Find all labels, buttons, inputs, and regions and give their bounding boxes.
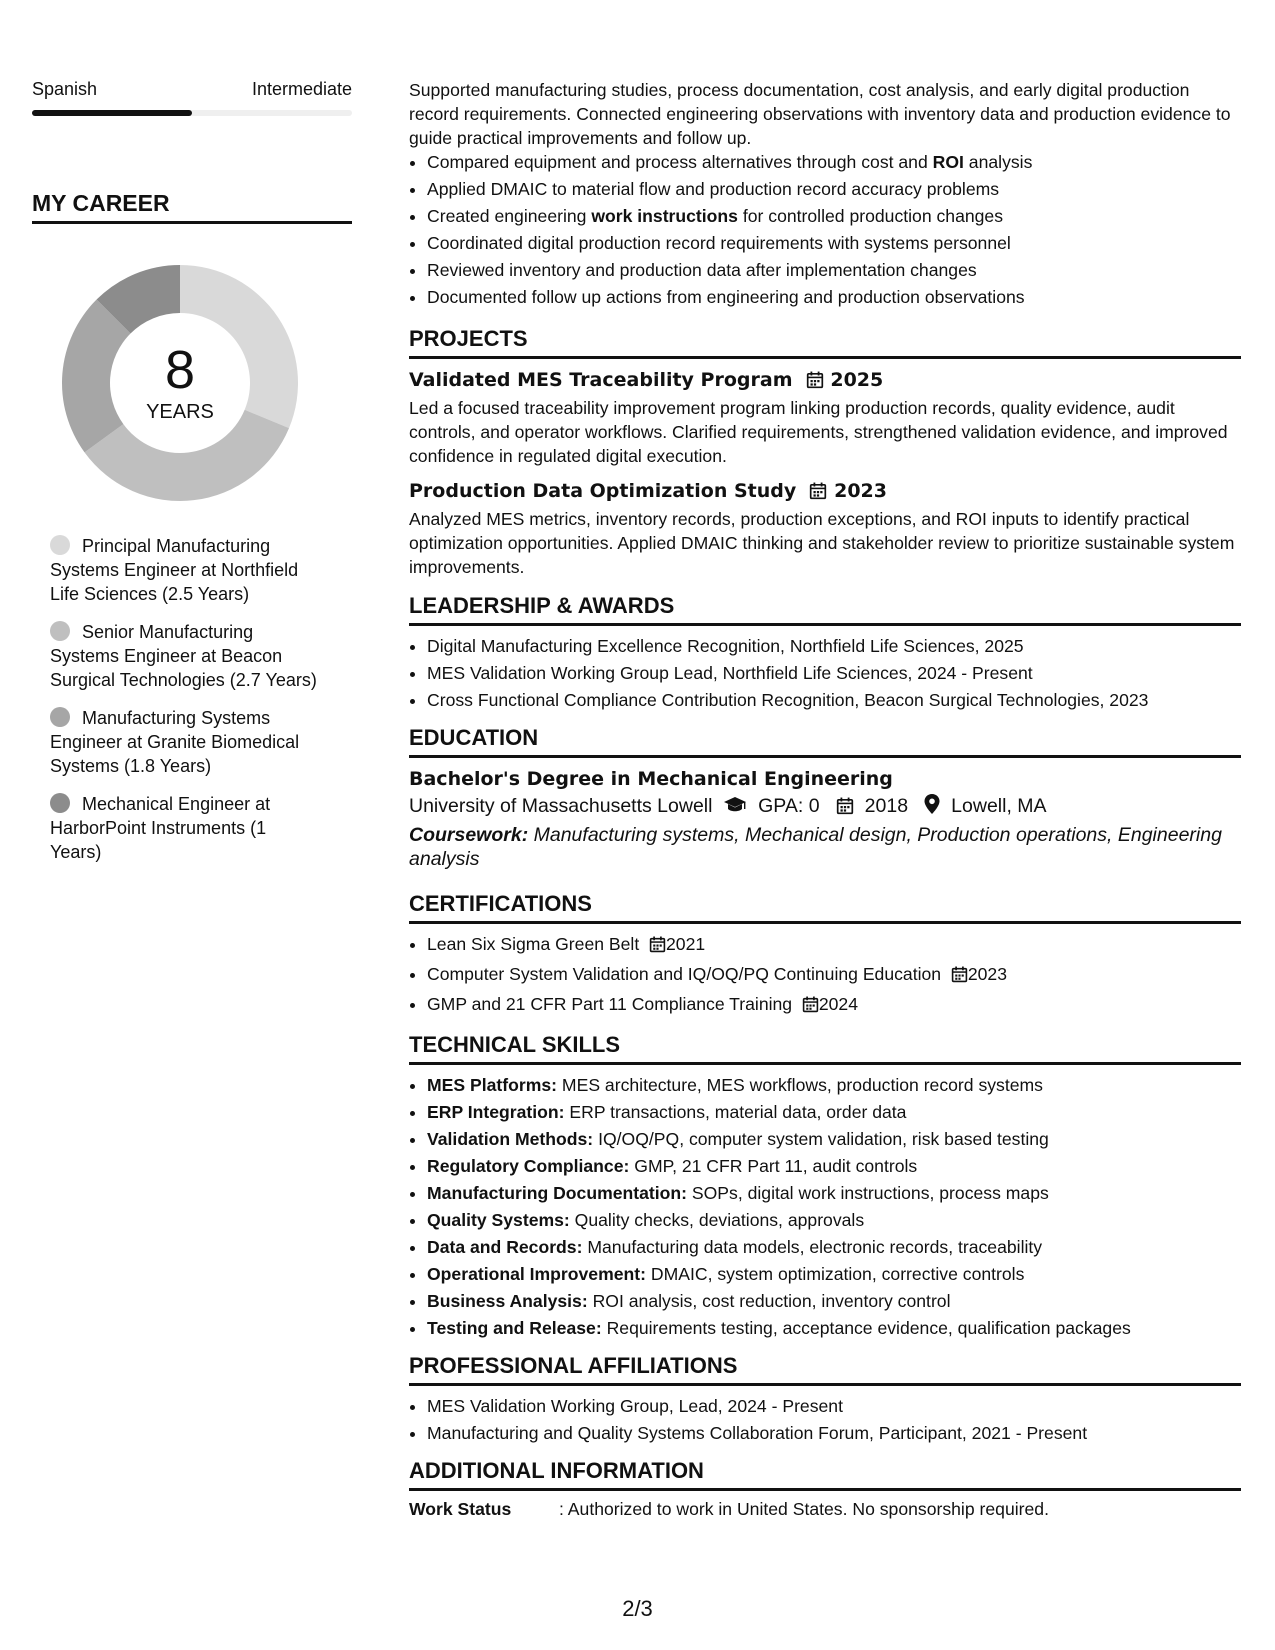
legend-label: Mechanical Engineer at HarborPoint Instruments (1 Years)	[50, 794, 271, 862]
skill-item	[427, 1235, 1241, 1259]
awards-list	[409, 634, 1241, 712]
bullet-bold: ROI	[932, 152, 964, 172]
bullet-text: for controlled production changes	[737, 206, 1004, 226]
certification-name: Computer System Validation and IQ/OQ/PQ Continuing Education	[427, 964, 942, 984]
legend-dot	[50, 707, 70, 727]
legend-dot	[50, 535, 70, 555]
sidebar	[32, 78, 352, 878]
skill-label: Operational Improvement:	[427, 1264, 646, 1284]
skill-item	[427, 1262, 1241, 1286]
legend-label: Senior Manufacturing Systems Engineer at Beacon Surgical Technologies (2.7 Years)	[50, 622, 317, 690]
main-content	[409, 78, 1241, 1521]
donut-center	[55, 258, 305, 508]
award-item: • Cross Functional Compliance Contribution Recognition, Beacon Surgical Technologies, 2023	[427, 688, 1241, 712]
bullet-bold: work instructions	[591, 206, 738, 226]
experience-bullet	[427, 204, 1241, 228]
work-status-row	[409, 1497, 1241, 1521]
skill-label: Data and Records:	[427, 1237, 583, 1257]
location-pin-icon	[924, 794, 940, 822]
language-name: Spanish	[32, 79, 98, 99]
project-title-row	[409, 478, 1241, 507]
bullet-text: Reviewed inventory and production data after implementation changes	[427, 260, 977, 280]
award-item: • MES Validation Working Group Lead, Northfield Life Sciences, 2024 - Present	[427, 661, 1241, 685]
skill-value: ROI analysis, cost reduction, inventory control	[592, 1291, 951, 1311]
experience-bullets	[409, 150, 1241, 309]
award-item: • Digital Manufacturing Excellence Recognition, Northfield Life Sciences, 2025	[427, 634, 1241, 658]
skill-value: Quality checks, deviations, approvals	[574, 1210, 865, 1230]
education-location: Lowell, MA	[951, 795, 1047, 817]
calendar-icon	[809, 481, 827, 507]
skill-value: MES architecture, MES workflows, production record systems	[561, 1075, 1043, 1095]
coursework-label: Coursework:	[409, 824, 529, 846]
language-proficiency-bar	[32, 110, 352, 116]
project-description: Analyzed MES metrics, inventory records, production exceptions, and ROI inputs to identify practical optimization opportunities. Applied DMAIC thinking and stakeholder review to prioritize sustainable system improvements.	[409, 509, 1235, 577]
bullet-text: Coordinated digital production record requirements with systems personnel	[427, 233, 1011, 253]
skill-label: MES Platforms:	[427, 1075, 558, 1095]
degree-title: Bachelor's Degree in Mechanical Engineering	[409, 768, 893, 790]
legend-label: Manufacturing Systems Engineer at Granite Biomedical Systems (1.8 Years)	[50, 708, 300, 776]
calendar-icon	[649, 935, 666, 959]
experience-bullet	[427, 285, 1241, 309]
skill-item	[427, 1208, 1241, 1232]
certification-item	[427, 932, 1241, 959]
coursework-list: Manufacturing systems, Mechanical design, Production operations, Engineering analysis	[409, 824, 1222, 870]
skill-value: Manufacturing data models, electronic records, traceability	[587, 1237, 1043, 1257]
skill-value: GMP, 21 CFR Part 11, audit controls	[634, 1156, 918, 1176]
experience-bullet	[427, 231, 1241, 255]
skill-label: Manufacturing Documentation:	[427, 1183, 687, 1203]
calendar-icon	[836, 795, 854, 823]
skill-item	[427, 1100, 1241, 1124]
affiliations-heading: PROFESSIONAL AFFILIATIONS	[409, 1353, 1241, 1386]
skill-item	[427, 1073, 1241, 1097]
certification-name: GMP and 21 CFR Part 11 Compliance Training	[427, 994, 793, 1014]
certification-item	[427, 992, 1241, 1019]
affiliation-item: • MES Validation Working Group, Lead, 2024 - Present	[427, 1394, 1241, 1418]
skills-heading: TECHNICAL SKILLS	[409, 1032, 1241, 1065]
affiliation-item: • Manufacturing and Quality Systems Collaboration Forum, Participant, 2021 - Present	[427, 1421, 1241, 1445]
certifications-list	[409, 932, 1241, 1019]
experience-summary: Supported manufacturing studies, process documentation, cost analysis, and early digital production record requirements. Connected engineering observations with inventory data and production evidence to guide practical improvements and follow up.	[409, 80, 1231, 148]
gpa: GPA: 0	[758, 795, 820, 817]
skill-item	[427, 1154, 1241, 1178]
skill-label: Validation Methods:	[427, 1129, 594, 1149]
calendar-icon	[806, 370, 824, 396]
education-heading: EDUCATION	[409, 725, 1241, 758]
certification-item	[427, 962, 1241, 989]
bullet-text: analysis	[963, 152, 1033, 172]
skill-value: IQ/OQ/PQ, computer system validation, risk based testing	[598, 1129, 1049, 1149]
project-year: 2025	[830, 369, 884, 391]
bullet-text: Compared equipment and process alternatives through cost and	[427, 152, 933, 172]
legend-item	[50, 792, 320, 864]
skill-label: Quality Systems:	[427, 1210, 570, 1230]
awards-heading: LEADERSHIP & AWARDS	[409, 593, 1241, 626]
calendar-icon	[802, 995, 819, 1019]
experience-bullet	[427, 150, 1241, 174]
project-title-row	[409, 367, 1241, 396]
skill-label: ERP Integration:	[427, 1102, 565, 1122]
career-heading: MY CAREER	[32, 190, 352, 224]
total-years-unit: YEARS	[146, 401, 214, 423]
coursework	[409, 823, 1241, 871]
project-year: 2023	[834, 480, 887, 502]
legend-item	[50, 620, 320, 692]
calendar-icon	[951, 965, 968, 989]
language-level: Intermediate	[251, 79, 352, 99]
skill-value: DMAIC, system optimization, corrective controls	[650, 1264, 1025, 1284]
skill-value: Requirements testing, acceptance evidence, qualification packages	[606, 1318, 1131, 1338]
legend-dot	[50, 793, 70, 813]
skills-list	[409, 1073, 1241, 1340]
legend-label: Principal Manufacturing Systems Engineer at Northfield Life Sciences (2.5 Years)	[50, 536, 299, 604]
work-status-value: : Authorized to work in United States. No sponsorship required.	[559, 1499, 1049, 1519]
project-name: Production Data Optimization Study	[409, 480, 797, 502]
bullet-text: Documented follow up actions from engineering and production observations	[427, 287, 1025, 307]
career-donut-chart	[55, 258, 305, 508]
language-proficiency-fill	[32, 110, 192, 116]
work-status-label: Work Status	[409, 1499, 512, 1519]
skill-label: Regulatory Compliance:	[427, 1156, 630, 1176]
projects-heading: PROJECTS	[409, 326, 1241, 359]
certification-year: 2021	[666, 934, 706, 954]
education-details	[409, 792, 1241, 823]
graduation-cap-icon	[723, 794, 747, 822]
school-name: University of Massachusetts Lowell	[409, 795, 713, 817]
skill-label: Business Analysis:	[427, 1291, 588, 1311]
certification-year: 2023	[967, 964, 1007, 984]
language-row	[32, 78, 352, 100]
page-indicator: 2/3	[622, 1596, 653, 1621]
bullet-text: Created engineering	[427, 206, 592, 226]
total-years-value: 8	[164, 340, 196, 400]
experience-bullet	[427, 177, 1241, 201]
project-name: Validated MES Traceability Program	[409, 369, 793, 391]
skill-item	[427, 1316, 1241, 1340]
project-description: Led a focused traceability improvement program linking production records, quality evidence, audit controls, and operator workflows. Clarified requirements, strengthened validation evidence, and improved confidence in regulated digital execution.	[409, 398, 1228, 466]
skill-label: Testing and Release:	[427, 1318, 602, 1338]
skill-value: ERP transactions, material data, order data	[569, 1102, 907, 1122]
experience-bullet	[427, 258, 1241, 282]
bullet-text: Applied DMAIC to material flow and production record accuracy problems	[427, 179, 1000, 199]
skill-item	[427, 1181, 1241, 1205]
affiliations-list	[409, 1394, 1241, 1445]
certifications-heading: CERTIFICATIONS	[409, 891, 1241, 924]
certification-name: Lean Six Sigma Green Belt	[427, 934, 640, 954]
skill-value: SOPs, digital work instructions, process maps	[691, 1183, 1049, 1203]
additional-info-heading: ADDITIONAL INFORMATION	[409, 1458, 1241, 1491]
certification-year: 2024	[818, 994, 858, 1014]
skill-item	[427, 1289, 1241, 1313]
skill-item	[427, 1127, 1241, 1151]
legend-dot	[50, 621, 70, 641]
graduation-year: 2018	[864, 795, 909, 817]
legend-item	[50, 706, 320, 778]
legend-item	[50, 534, 320, 606]
career-legend	[50, 534, 320, 864]
